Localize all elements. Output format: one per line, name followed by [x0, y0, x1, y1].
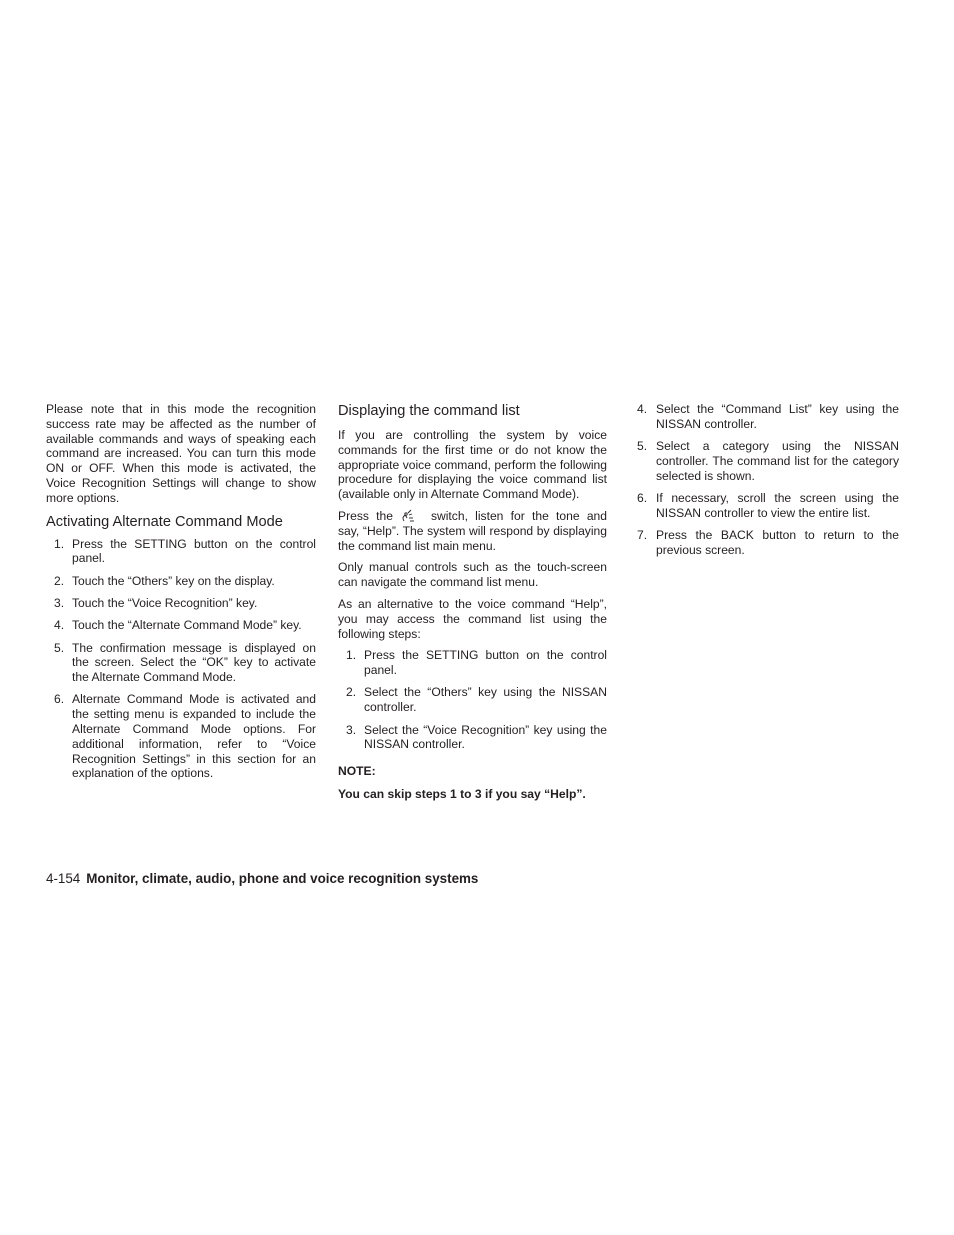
list-item: 1. Press the SETTING button on the control panel.: [54, 536, 316, 566]
intro-paragraph: Please note that in this mode the recognition success rate may be affected as the number of available commands and ways of speaking each command are increased. You can turn this mode ON or OFF. When this mode is activated, the Voice Recognition Settings will change to show more options.: [46, 402, 316, 505]
column-middle: [338, 402, 607, 809]
command-list-steps: [338, 648, 607, 752]
note-label: NOTE:: [338, 764, 376, 779]
list-item: 5. Select a category using the NISSAN controller. The command list for the category selected is shown.: [637, 439, 899, 483]
list-item: 6. If necessary, scroll the screen using the NISSAN controller to view the entire list.: [637, 490, 899, 520]
list-item: 2. Touch the “Others” key on the display.: [54, 573, 275, 588]
list-item: 7. Press the BACK button to return to the previous screen.: [637, 528, 899, 557]
page-number: 4-154: [46, 871, 81, 886]
list-item: 3. Touch the “Voice Recognition” key.: [54, 595, 258, 610]
command-list-intro: If you are controlling the system by voice commands for the first time or do not know the appropriate voice command, perform the following procedure for displaying the voice command list (available only in Alternate Command Mode).: [338, 428, 607, 502]
list-item: 1. Press the SETTING button on the control panel.: [346, 648, 607, 678]
list-item: 5. The confirmation message is displayed on the screen. Select the “OK” key to activate the Alternate Command Mode.: [54, 640, 316, 685]
list-item: 4. Select the “Command List” key using the NISSAN controller.: [637, 402, 899, 431]
list-item: 3. Select the “Voice Recognition” key using the NISSAN controller.: [346, 722, 607, 752]
press-switch-paragraph: Press the switch, listen for the tone and say, “Help”. The system will respond by displaying the command list main menu.: [338, 508, 607, 553]
note-text: You can skip steps 1 to 3 if you say “Help”.: [338, 786, 586, 801]
alternate-command-steps: [46, 537, 316, 782]
list-item: 6. Alternate Command Mode is activated and the setting menu is expanded to include the Alternate Command Mode options. For additional information, refer to “Voice Recognition Settings” in this section for an explanation of the options.: [54, 692, 316, 781]
column-right: [637, 402, 899, 565]
talk-switch-icon: [397, 509, 427, 523]
alternative-paragraph: As an alternative to the voice command “Help”, you may access the command list using the following steps:: [338, 596, 607, 641]
section-heading-command-list: Displaying the command list: [338, 403, 520, 419]
list-item: 4. Touch the “Alternate Command Mode” key.: [54, 618, 302, 633]
manual-controls-paragraph: Only manual controls such as the touch-screen can navigate the command list menu.: [338, 560, 607, 590]
command-list-steps-continued: [637, 402, 899, 558]
column-left: [46, 402, 316, 789]
list-item: 2. Select the “Others” key using the NISSAN controller.: [346, 685, 607, 715]
section-heading-alternate-command: Activating Alternate Command Mode: [46, 513, 283, 530]
section-title: Monitor, climate, audio, phone and voice recognition systems: [86, 871, 479, 886]
page-footer: [46, 871, 478, 886]
